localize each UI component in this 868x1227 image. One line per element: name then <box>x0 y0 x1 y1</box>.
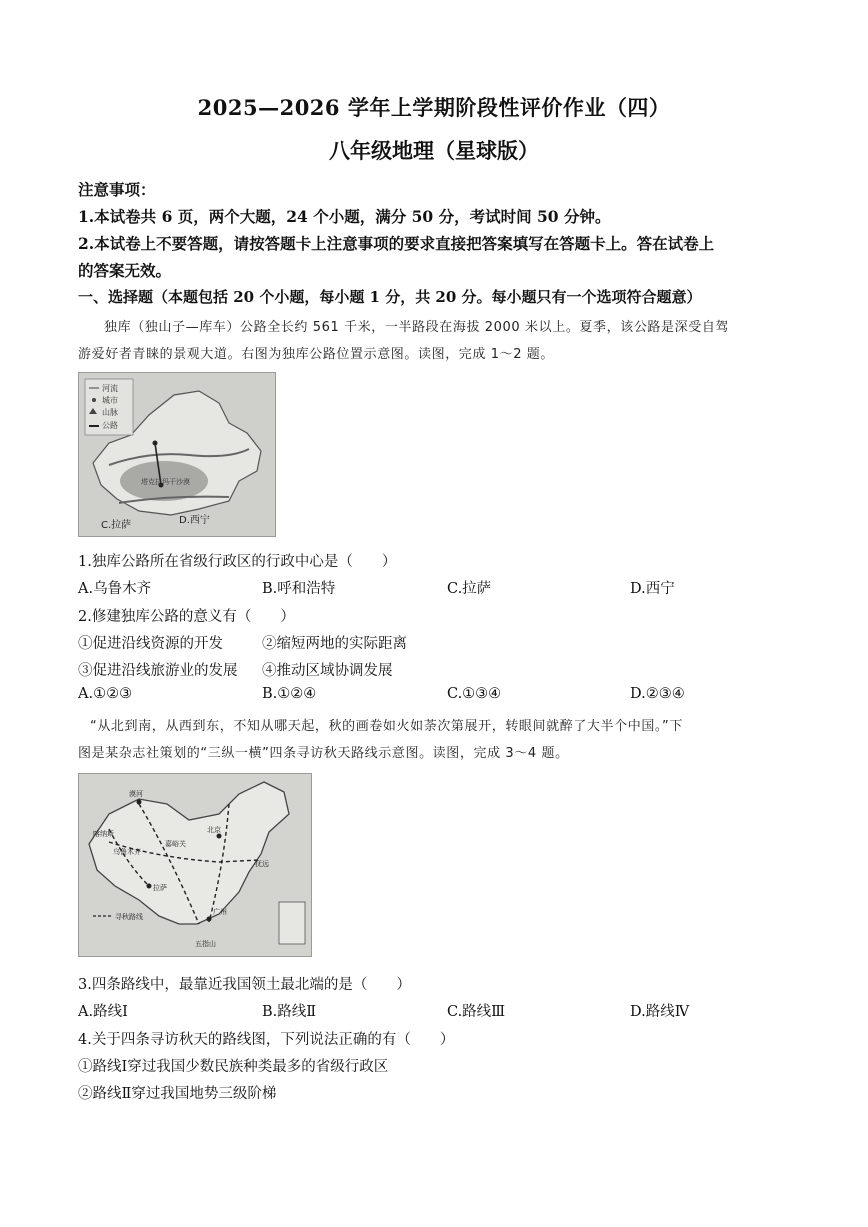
map1-label-c: C.拉萨 <box>101 520 132 531</box>
map2-legend-route: 寻秋路线 <box>115 913 143 921</box>
notice-heading: 注意事项： <box>78 180 156 199</box>
map1-legend-city: 城市 <box>102 396 118 405</box>
map1-legend-road: 公路 <box>102 421 118 430</box>
map1-label-d: D.西宁 <box>179 515 210 526</box>
question-1-stem: 1.独库公路所在省级行政区的行政中心是（ ） <box>78 554 397 570</box>
question-2-statement-3: ③促进沿线旅游业的发展 <box>78 663 238 679</box>
passage-2-line-1: “从北到南，从西到东，不知从哪天起，秋的画卷如火如荼次第展开，转眼间就醉了大半个中国。”下 <box>90 719 683 734</box>
question-2-statement-4: ④推动区域协调发展 <box>262 663 393 679</box>
question-2-statement-1: ①促进沿线资源的开发 <box>78 636 223 652</box>
question-1-option-d[interactable]: D.西宁 <box>630 581 675 597</box>
question-1-option-a[interactable]: A.乌鲁木齐 <box>78 581 152 597</box>
page-title: 2025—2026 学年上学期阶段性评价作业（四） <box>197 95 671 120</box>
china-routes-map-image <box>78 773 312 957</box>
question-2-statement-2: ②缩短两地的实际距离 <box>262 636 407 652</box>
question-2-stem: 2.修建独库公路的意义有（ ） <box>78 609 295 625</box>
question-4-statement-1: ①路线Ⅰ穿过我国少数民族种类最多的省级行政区 <box>78 1059 389 1075</box>
question-1-option-c[interactable]: C.拉萨 <box>447 581 492 597</box>
map2-label-jiayuguan: 嘉峪关 <box>165 840 186 848</box>
xinjiang-map-image <box>78 372 276 537</box>
passage-1-line-2: 游爱好者青睐的景观大道。右图为独库公路位置示意图。读图，完成 1～2 题。 <box>78 347 555 362</box>
map2-label-fuyuan: 抚远 <box>255 860 269 868</box>
passage-1-line-1: 独库（独山子—库车）公路全长约 561 千米，一半路段在海拔 2000 米以上。夏季，该公路是深受自驾 <box>104 320 730 335</box>
map2-label-beijing: 北京 <box>207 826 221 834</box>
map2-label-urumqi: 乌鲁木齐 <box>113 848 141 856</box>
question-3-option-a[interactable]: A.路线Ⅰ <box>78 1004 128 1020</box>
map1-desert-label: 塔克拉玛干沙漠 <box>141 478 190 486</box>
question-2-option-d[interactable]: D.②③④ <box>630 686 685 702</box>
notice-item-2-line-2: 的答案无效。 <box>78 261 172 280</box>
map2-label-wuzhishan: 五指山 <box>195 940 216 948</box>
question-3-option-d[interactable]: D.路线Ⅳ <box>630 1004 690 1020</box>
question-2-option-c[interactable]: C.①③④ <box>447 686 502 702</box>
question-3-option-c[interactable]: C.路线Ⅲ <box>447 1004 506 1020</box>
question-4-statement-2: ②路线Ⅱ穿过我国地势三级阶梯 <box>78 1086 277 1102</box>
map2-label-lhasa: 拉萨 <box>153 884 167 892</box>
map2-label-guangzhou: 广州 <box>213 908 227 916</box>
map2-label-mohe: 漠河 <box>129 790 143 798</box>
notice-item-1: 1.本试卷共 6 页，两个大题，24 个小题，满分 50 分，考试时间 50 分钟。 <box>78 207 611 226</box>
question-1-option-b[interactable]: B.呼和浩特 <box>262 581 336 597</box>
map2-label-kanas: 喀纳斯 <box>93 830 114 838</box>
question-4-stem: 4.关于四条寻访秋天的路线图，下列说法正确的有（ ） <box>78 1032 455 1048</box>
china-routes-map-drawing <box>79 774 311 956</box>
page-subtitle: 八年级地理（星球版） <box>329 138 539 163</box>
question-2-option-a[interactable]: A.①②③ <box>78 686 133 702</box>
map1-legend-mountain: 山脉 <box>102 408 118 417</box>
notice-item-2-line-1: 2.本试卷上不要答题，请按答题卡上注意事项的要求直接把答案填写在答题卡上。答在试卷上 <box>78 234 715 253</box>
map1-legend-river: 河流 <box>102 384 118 393</box>
passage-2-line-2: 图是某杂志社策划的“三纵一横”四条寻访秋天路线示意图。读图，完成 3～4 题。 <box>78 746 569 761</box>
question-3-stem: 3.四条路线中，最靠近我国领土最北端的是（ ） <box>78 977 411 993</box>
question-3-option-b[interactable]: B.路线Ⅱ <box>262 1004 317 1020</box>
section-1-heading: 一、选择题（本题包括 20 个小题，每小题 1 分，共 20 分。每小题只有一个选项符合题意） <box>78 288 702 306</box>
xinjiang-map-drawing <box>79 373 275 536</box>
question-2-option-b[interactable]: B.①②④ <box>262 686 317 702</box>
